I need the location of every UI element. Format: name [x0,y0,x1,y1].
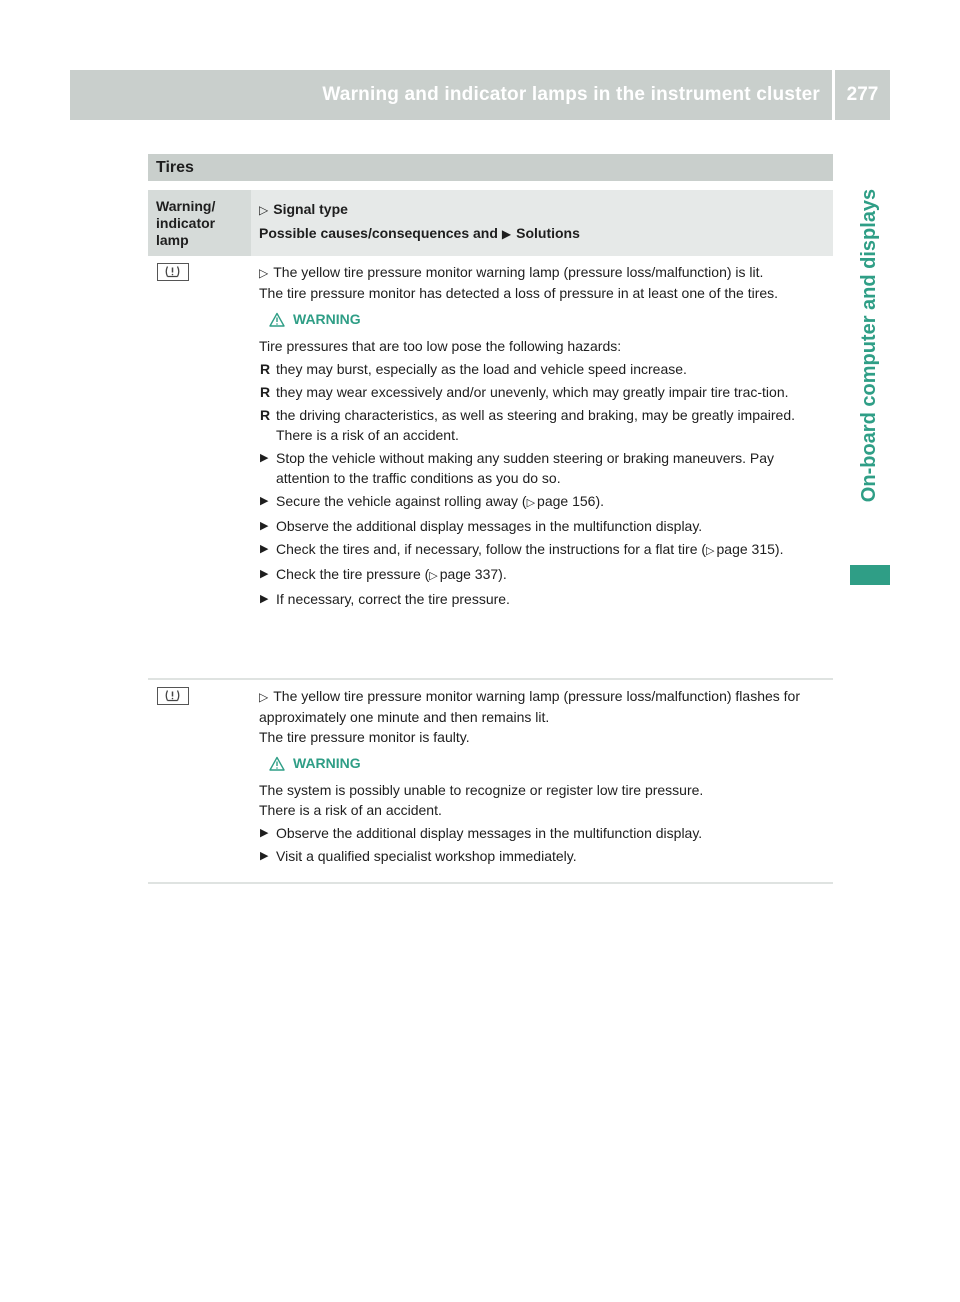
action-step: ▶ Secure the vehicle against rolling away (▷ page 156). [260,493,605,509]
side-chapter-text: On-board computer and displays [858,188,881,502]
description-column-header [259,198,829,246]
action-arrow-icon: ▶ [260,495,269,507]
signal-text: The yellow tire pressure monitor warning lamp (pressure loss/malfunction) flashes for approximately one minute and then remains lit. [259,688,800,725]
action-arrow-icon: ▶ [260,543,269,555]
signal-type-label: Signal type [273,201,348,217]
warning-text: The system is possibly unable to recognize or register low tire pressure. [259,782,704,798]
lamp-column-header [148,190,251,256]
lamp-header-line2: indicator [156,215,216,231]
signal-triangle-icon: ▷ [259,690,269,704]
warning-triangle-icon [269,756,285,771]
risk-text: There is a risk of an accident. [259,802,442,818]
section-title: Tires [148,154,833,181]
warning-label: WARNING [293,755,361,771]
causes-label: Possible causes/consequences and [259,225,498,241]
hazard-intro: Tire pressures that are too low pose the following hazards: [259,338,622,354]
list-item: R the driving characteristics, as well as steering and braking, may be greatly impaired. There is a risk of an accident. [260,407,796,443]
bullet-r-icon: R [260,384,271,400]
action-arrow-icon: ▶ [260,850,269,862]
header-title: Warning and indicator lamps in the instrument cluster [322,84,820,105]
cause-text: The tire pressure monitor has detected a loss of pressure in at least one of the tires. [259,285,779,301]
warning-label: WARNING [293,311,361,327]
tire-pressure-lamp-icon [157,263,189,281]
action-arrow-icon: ▶ [260,452,269,464]
side-chapter-label [850,135,890,555]
page-number: 277 [846,84,879,105]
row-content [259,262,829,609]
solutions-label: Solutions [516,225,580,241]
page-ref-link[interactable]: page 315 [716,541,775,557]
warning-heading [259,307,829,331]
warning-triangle-icon [269,312,285,327]
page-ref-icon: ▷ [706,545,715,557]
page-ref-icon: ▷ [429,570,438,582]
action-arrow-icon: ▶ [260,568,269,580]
chapter-tab-marker [850,565,890,585]
action-step: ▶ If necessary, correct the tire pressure. [260,591,510,607]
page-ref-link[interactable]: page 156 [537,493,596,509]
page-ref-icon: ▷ [526,497,536,509]
warning-heading [259,751,829,775]
list-item: R they may burst, especially as the load and vehicle speed increase. [260,361,687,377]
action-step: ▶ Check the tire pressure (▷ page 337). [260,566,507,582]
row-content [259,686,829,866]
lamp-header-line1: Warning/ [156,198,216,214]
cause-text: The tire pressure monitor is faulty. [259,729,470,745]
action-step: ▶ Stop the vehicle without making any sudden steering or braking maneuvers. Pay attention to the traffic conditions as you do so. [260,450,775,486]
table-row [148,262,833,680]
action-arrow-icon: ▶ [260,520,269,532]
table-header [148,190,833,256]
bullet-r-icon: R [260,407,271,423]
page-ref-link[interactable]: page 337 [439,566,499,582]
tire-pressure-lamp-icon [157,687,189,705]
action-step: ▶ Observe the additional display messages in the multifunction display. [260,825,703,841]
bullet-r-icon: R [260,361,271,377]
table-row [148,686,833,884]
action-step: ▶ Visit a qualified specialist workshop immediately. [260,848,577,864]
list-item: R they may wear excessively and/or unevenly, which may greatly impair tire trac-tion. [260,384,789,400]
action-step: ▶ Observe the additional display messages in the multifunction display. [260,518,703,534]
signal-triangle-icon: ▷ [259,203,269,217]
signal-triangle-icon: ▷ [259,266,269,280]
signal-text: The yellow tire pressure monitor warning lamp (pressure loss/malfunction) is lit. [273,264,764,280]
action-step: ▶ Check the tires and, if necessary, follow the instructions for a flat tire (▷ page 315). [260,541,784,557]
action-arrow-icon: ▶ [501,227,512,241]
lamp-header-line3: lamp [156,232,189,248]
action-arrow-icon: ▶ [260,827,269,839]
risk-text: There is a risk of an accident. [276,427,459,443]
action-arrow-icon: ▶ [260,593,269,605]
